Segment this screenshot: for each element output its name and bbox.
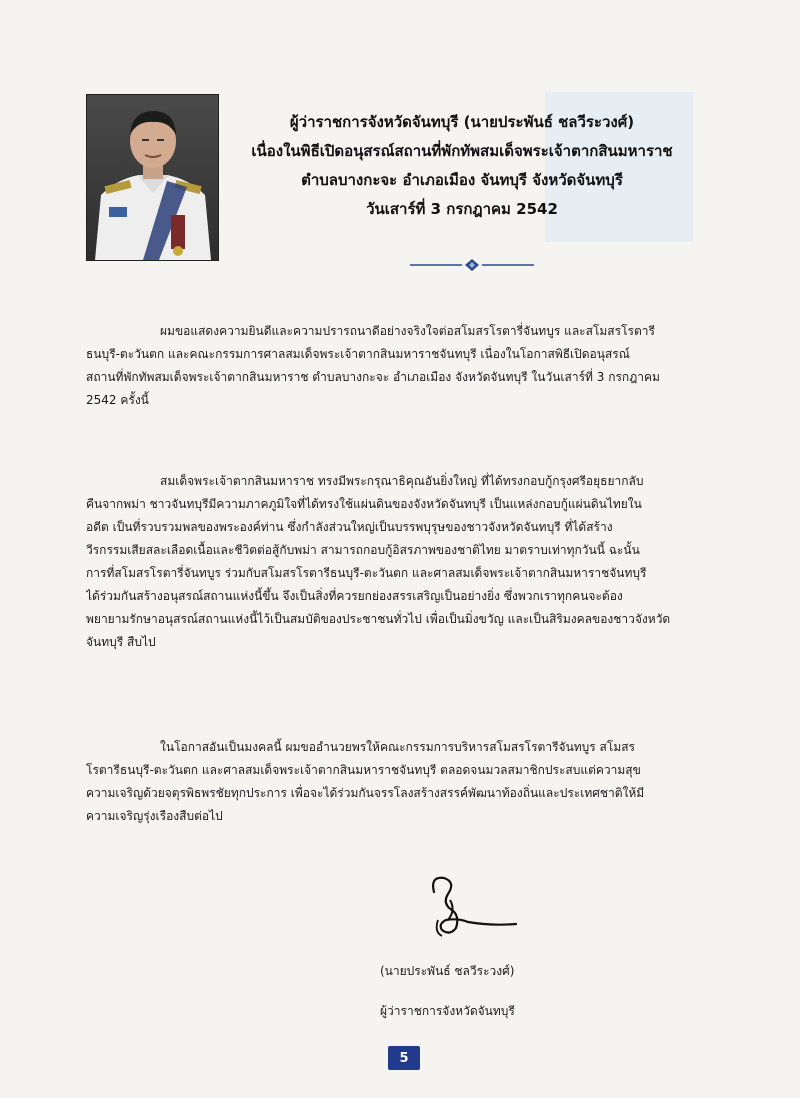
header-line-2: เนื่องในพิธีเปิดอนุสรณ์สถานที่พักทัพสมเด็จพระเจ้าตากสินมหาราช	[251, 142, 673, 160]
paragraph-line: ในโอกาสอันเป็นมงคลนี้ ผมขออำนวยพรให้คณะกรรมการบริหารสโมสรโรตารีจันทบูร สโมสร	[160, 740, 636, 754]
letter-header	[232, 108, 692, 224]
paragraph-line: 2542 ครั้งนี้	[86, 393, 149, 407]
paragraph-1	[86, 320, 710, 412]
paragraph-line: ได้ร่วมกันสร้างอนุสรณ์สถานแห่งนี้ขึ้น จึงเป็นสิ่งที่ควรยกย่องสรรเสริญเป็นอย่างยิ่ง ซึ่งพวกเราทุกคนจะต้อง	[86, 589, 623, 603]
paragraph-line: สมเด็จพระเจ้าตากสินมหาราช ทรงมีพระกรุณาธิคุณอันยิ่งใหญ่ ที่ได้ทรงกอบกู้กรุงศรีอยุธยากลับ	[160, 474, 644, 488]
paragraph-line: จันทบุรี สืบไป	[86, 635, 156, 649]
paragraph-line: พยายามรักษาอนุสรณ์สถานแห่งนี้ไว้เป็นสมบัติของประชาชนทั่วไป เพื่อเป็นมิ่งขวัญ และเป็นสิริมงคลของชาวจังหวัด	[86, 612, 671, 626]
paragraph-line: โรตารีธนบุรี-ตะวันตก และศาลสมเด็จพระเจ้าตากสินมหาราชจันทบุรี ตลอดจนมวลสมาชิกประสบแต่ความสุข	[86, 763, 641, 777]
paragraph-2	[86, 470, 710, 654]
paragraph-line: ความเจริญด้วยจตุรพิธพรชัยทุกประการ เพื่อจะได้ร่วมกันจรรโลงสร้างสรรค์พัฒนาท้องถิ่นและประเทศชาติให้มี	[86, 786, 645, 800]
divider-ornament-icon	[410, 258, 534, 272]
paragraph-line: วีรกรรมเสียสละเลือดเนื้อและชีวิตต่อสู้กับพม่า สามารถกอบกู้อิสรภาพของชาติไทย มาตราบเท่าทุกวันนี้ ฉะนั้น	[86, 543, 640, 557]
page-number: 5	[388, 1046, 420, 1070]
header-line-3: ตำบลบางกะจะ อำเภอเมือง จันทบุรี จังหวัดจันทบุรี	[301, 171, 623, 189]
paragraph-3	[86, 736, 710, 828]
signatory-name: (นายประพันธ์ ชลวีระวงศ์)	[380, 964, 515, 978]
paragraph-line: คืนจากพม่า ชาวจันทบุรีมีความภาคภูมิใจที่ได้ทรงใช้แผ่นดินของจังหวัดจันทบุรี เป็นแหล่งกอบกู้แผ่นดินไทยใน	[86, 497, 642, 511]
paragraph-line: ผมขอแสดงความยินดีและความปรารถนาดีอย่างจริงใจต่อสโมสรโรตารี่จันทบูร และสโมสรโรตารี	[160, 324, 655, 338]
paragraph-line: การที่สโมสรโรตารี่จันทบูร ร่วมกับสโมสรโรตารีธนบุรี-ตะวันตก และศาลสมเด็จพระเจ้าตากสินมหาราชจันทบุรี	[86, 566, 647, 580]
paragraph-line: ความเจริญรุ่งเรืองสืบต่อไป	[86, 809, 223, 823]
paragraph-line: อดีต เป็นที่รวบรวมพลของพระองค์ท่าน ซึ่งกำลังส่วนใหญ่เป็นบรรพบุรุษของชาวจังหวัดจันทบุรี ที่ได้สร้าง	[86, 520, 613, 534]
header-line-1: ผู้ว่าราชการจังหวัดจันทบุรี (นายประพันธ์ ชลวีระวงศ์)	[289, 113, 635, 131]
header-line-4: วันเสาร์ที่ 3 กรกฎาคม 2542	[366, 200, 558, 218]
signature-mark	[412, 870, 532, 940]
paragraph-line: สถานที่พักทัพสมเด็จพระเจ้าตากสินมหาราช ตำบลบางกะจะ อำเภอเมือง จังหวัดจันทบุรี ในวันเสาร์ที่ 3 กรกฎาคม	[86, 370, 660, 384]
paragraph-line: ธนบุรี-ตะวันตก และคณะกรรมการศาลสมเด็จพระเจ้าตากสินมหาราชจันทบุรี เนื่องในโอกาสพิธีเปิดอนุสรณ์	[86, 347, 630, 361]
signatory-title: ผู้ว่าราชการจังหวัดจันทบุรี	[380, 1004, 515, 1018]
portrait-photo	[86, 94, 219, 261]
